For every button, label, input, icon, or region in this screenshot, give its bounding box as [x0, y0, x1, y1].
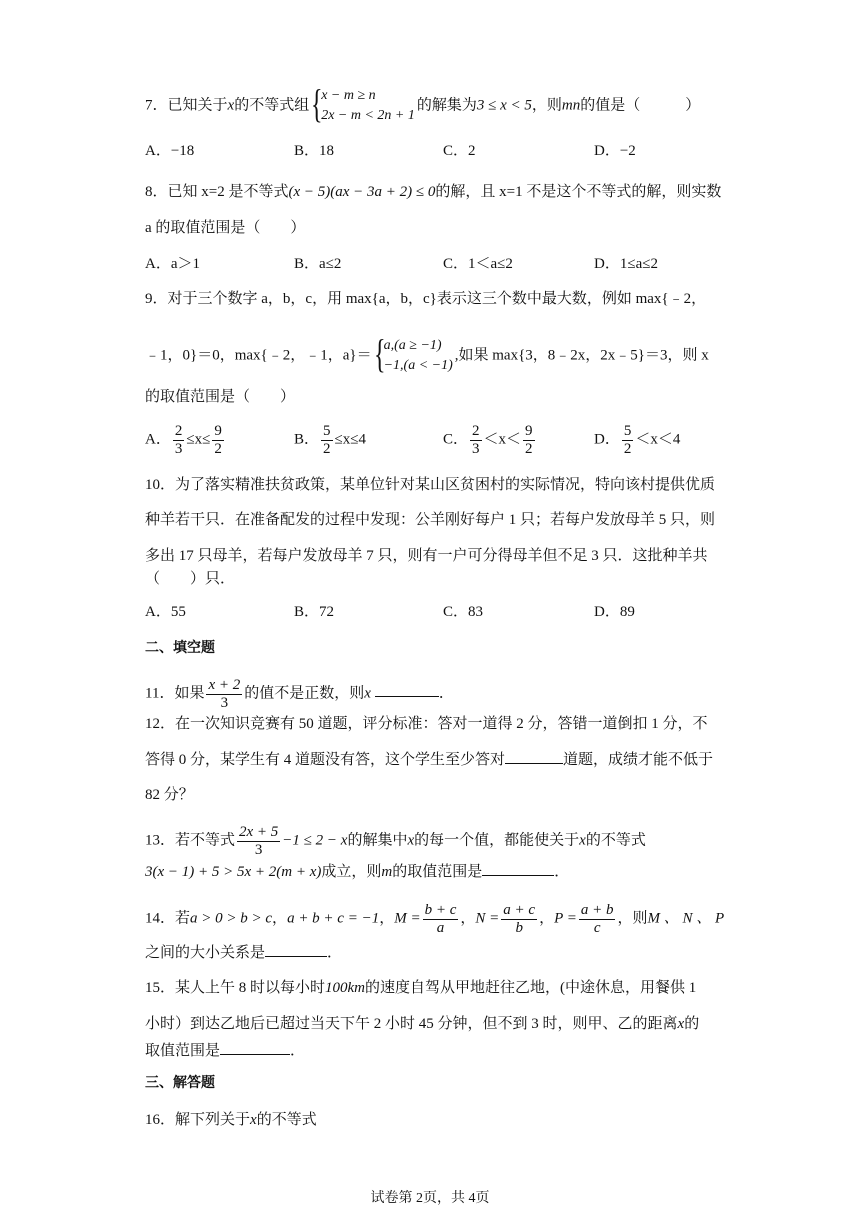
q9-cases: { a,(a ≥ −1) −1,(a < −1) [373, 331, 453, 376]
q14-text: 14．若 [145, 910, 191, 927]
q7-text-3: 的解集为 [416, 97, 477, 114]
q13-text-6: 的取值范围是 [392, 864, 483, 880]
q11-text: 11．如果 [145, 685, 205, 702]
q15-text: 15．某人上午 8 时以每小时 [145, 980, 326, 996]
q15-text-4: 的 [684, 1016, 700, 1032]
q14-p-label: P = [554, 910, 577, 927]
q15-speed: 100km [325, 980, 366, 996]
q14-m-frac [423, 902, 459, 936]
question-14-line-2 [145, 942, 342, 963]
q13-den: 3 [254, 841, 263, 858]
q13-text-4: 的不等式 [585, 832, 646, 849]
q9-a-label: A． [145, 431, 171, 448]
question-9-line-3: 的取值范围是（ ） [145, 389, 296, 405]
q9-c-n2: 9 [525, 423, 533, 439]
q12-text: 答得 0 分，某学生有 4 道题没有答，这个学生至少答对 [145, 752, 506, 768]
q8-option-d: D．1≤a≤2 [594, 256, 658, 272]
q12-text-2: 道题，成绩才能不低于 [563, 752, 714, 768]
question-8-line-2: a 的取值范围是（ ） [145, 220, 306, 236]
q13-end: ． [554, 864, 570, 880]
q13-text-2: 的解集中 [347, 832, 408, 849]
q13-var: x [407, 832, 415, 849]
question-9-line-1: 9．对于三个数字 a，b，c，用 max{a，b，c}表示这三个数中最大数，例如 max{﹣2， [145, 291, 707, 307]
q16-var: x [250, 1112, 257, 1128]
q9-c-frac-1 [470, 423, 482, 457]
q15-var: x [677, 1016, 685, 1032]
q9-b-frac [321, 423, 333, 457]
q10-option-d: D．89 [594, 604, 635, 620]
q7-text-2: 的不等式组 [234, 97, 310, 114]
q9-a-n2: 9 [214, 423, 222, 439]
question-15-line-2 [145, 1014, 699, 1034]
q16-text: 16．解下列关于 [145, 1112, 251, 1128]
q7-solution: 3 ≤ x < 5 [476, 97, 532, 114]
q14-m-num: b + c [424, 902, 457, 918]
q9-d-tail: ＜x＜4 [635, 431, 681, 448]
q7-option-b: B．18 [294, 143, 335, 159]
section-fill-in-blank-heading: 二、填空题 [145, 639, 215, 655]
question-10-line-4: （ ）只． [145, 571, 236, 587]
q12-answer-blank[interactable] [505, 749, 563, 764]
q11-den: 3 [220, 694, 229, 711]
page-footer: 试卷第 2页，共 4页 [370, 1191, 490, 1206]
q13-text-3: 的每一个值，都能使关于 [414, 832, 580, 849]
q9-a-d2: 2 [214, 440, 222, 457]
q10-option-b: B．72 [294, 604, 335, 620]
q7-ineq-1: x − m ≥ n [321, 88, 376, 103]
q9-b-tail: ≤x≤4 [334, 431, 366, 448]
q14-n-label: N = [475, 910, 500, 927]
q7-system: { x − m ≥ n 2x − m < 2n + 1 [311, 81, 415, 126]
q13-var-2: x [579, 832, 586, 849]
q9-d-frac [622, 423, 634, 457]
question-7 [145, 81, 701, 126]
q14-end: ． [327, 945, 343, 961]
q11-answer-blank[interactable] [375, 682, 439, 697]
section-solve-heading: 三、解答题 [145, 1074, 215, 1090]
q7-text: 7．已知关于 [145, 97, 228, 114]
question-12-line-1: 12．在一次知识竞赛有 50 道题，评分标准：答对一道得 2 分，答错一道倒扣 1 分，不 [145, 716, 708, 732]
q11-num: x + 2 [208, 677, 241, 693]
q7-mn: mn [561, 97, 581, 114]
q9-d-label: D． [594, 431, 620, 448]
question-13-line-1 [145, 824, 646, 858]
q15-text-3: 小时）到达乙地后已超过当天下午 2 小时 45 分钟，但不到 3 时，则甲、乙的距离 [145, 1016, 678, 1032]
q13-num: 2x + 5 [239, 824, 279, 840]
q9-a-frac-2 [212, 423, 224, 457]
q13-m: m [381, 864, 393, 880]
q9-a-mid: ≤x≤ [186, 431, 211, 448]
q9-text-2: ,如果 max{3，8﹣2x，2x﹣5}＝3，则 x [454, 347, 709, 364]
q9-option-d [594, 423, 680, 457]
q8-option-a: A．a＞1 [145, 256, 200, 272]
q9-option-b [294, 423, 366, 457]
q16-text-2: 的不等式 [256, 1112, 317, 1128]
question-12-line-2 [145, 749, 713, 770]
q13-frac [237, 824, 280, 858]
q13-ineq: −1 ≤ 2 − x [282, 832, 348, 849]
q11-text-2: 的值不是正数，则 [244, 685, 365, 702]
q11-var: x [364, 685, 371, 702]
question-13-line-2 [145, 861, 569, 882]
q8-expr: (x − 5)(ax − 3a + 2) ≤ 0 [288, 184, 436, 200]
q8-text: 8．已知 x=2 是不等式 [145, 184, 289, 200]
q9-d-d1: 2 [623, 440, 632, 457]
q14-p-num: a + b [580, 902, 614, 918]
q7-ineq-2: 2x − m < 2n + 1 [321, 108, 415, 123]
q9-c-n1: 2 [472, 423, 480, 439]
q14-text-3: 之间的大小关系是 [145, 945, 266, 961]
q8-text-2: 的解，且 x=1 不是这个不等式的解，则实数 [435, 184, 722, 200]
q13-answer-blank[interactable] [482, 861, 554, 876]
q14-n-frac [501, 902, 537, 936]
question-14-line-1: 14．若a > 0 > b > c，a + b + c = −1，M = $\frac{b + c}{a}$ ，N = $\frac{a + c}{b}$ ，P = $\frac{a + b}{c}$ ，则M 、 N 、 P [145, 902, 725, 936]
q9-c-mid: ＜x＜ [483, 431, 522, 448]
q9-text: ﹣1，0}＝0，max{﹣2，﹣1，a}＝ [145, 347, 372, 364]
q14-m-den: a [436, 919, 445, 936]
question-10-line-2: 种羊若干只．在准备配发的过程中发现：公羊刚好每户 1 只；若每户发放母羊 5 只，则 [145, 512, 716, 528]
q15-end: ． [290, 1043, 306, 1059]
q9-b-label: B． [294, 431, 320, 448]
q10-option-a: A．55 [145, 604, 186, 620]
q15-text-2: 的速度自驾从甲地赶往乙地，(中途休息，用餐供 1 [365, 980, 697, 996]
q14-p-frac [579, 902, 616, 936]
question-16 [145, 1110, 317, 1130]
q14-cond-1: a > 0 > b > c [190, 910, 273, 927]
q14-n-num: a + c [503, 902, 536, 918]
q15-answer-blank[interactable] [220, 1040, 290, 1055]
q9-a-d1: 3 [174, 440, 183, 457]
question-15-line-1 [145, 978, 696, 998]
q9-b-d1: 2 [323, 440, 331, 457]
question-15-line-3 [145, 1040, 305, 1061]
q14-text-2: ，则 [617, 910, 648, 927]
question-9-line-2 [145, 331, 709, 376]
q13-text: 13．若不等式 [145, 832, 236, 849]
q9-c-d2: 2 [525, 440, 533, 457]
q7-option-a: A．−18 [145, 143, 195, 159]
q14-m-label: M = [394, 910, 421, 927]
q9-a-n1: 2 [174, 423, 183, 439]
q7-option-c: C．2 [443, 143, 476, 159]
question-10-line-1: 10．为了落实精准扶贫政策，某单位针对某山区贫困村的实际情况，特向该村提供优质 [145, 477, 716, 493]
q10-option-c: C．83 [443, 604, 484, 620]
q11-frac [206, 677, 242, 711]
q8-option-c: C．1＜a≤2 [443, 256, 513, 272]
q13-text-5: 成立，则 [321, 864, 382, 880]
q9-case-1: a,(a ≥ −1) [383, 338, 442, 353]
q9-c-d1: 3 [472, 440, 480, 457]
q15-text-5: 取值范围是 [145, 1043, 221, 1059]
q13-expr: 3(x − 1) + 5 > 5x + 2(m + x) [145, 864, 322, 880]
q9-c-frac-2 [523, 423, 535, 457]
q9-option-a [145, 423, 226, 457]
q9-a-frac-1 [173, 423, 185, 457]
q14-p-den: c [593, 919, 601, 936]
question-10-line-3: 多出 17 只母羊，若每户发放母羊 7 只，则有一户可分得母羊但不足 3 只．这批种羊共 [145, 548, 708, 564]
q14-cond-2: a + b + c = −1 [287, 910, 380, 927]
q9-c-label: C． [443, 431, 469, 448]
q8-option-b: B．a≤2 [294, 256, 342, 272]
q7-option-d: D．−2 [594, 143, 636, 159]
q14-names: M 、 N 、 P [647, 910, 725, 927]
q9-b-n1: 5 [323, 423, 331, 439]
q7-text-5: 的值是（ ） [580, 97, 701, 114]
q9-case-2: −1,(a < −1) [383, 358, 453, 373]
question-12-line-3: 82 分？ [145, 787, 194, 803]
q14-answer-blank[interactable] [265, 942, 327, 957]
q11-end: ． [438, 685, 454, 702]
q9-d-n1: 5 [623, 423, 632, 439]
q9-option-c [443, 423, 537, 457]
question-11 [145, 677, 454, 711]
q14-n-den: b [515, 919, 523, 936]
q7-var: x [227, 97, 235, 114]
q7-text-4: ，则 [531, 97, 562, 114]
question-8-line-1 [145, 182, 721, 202]
